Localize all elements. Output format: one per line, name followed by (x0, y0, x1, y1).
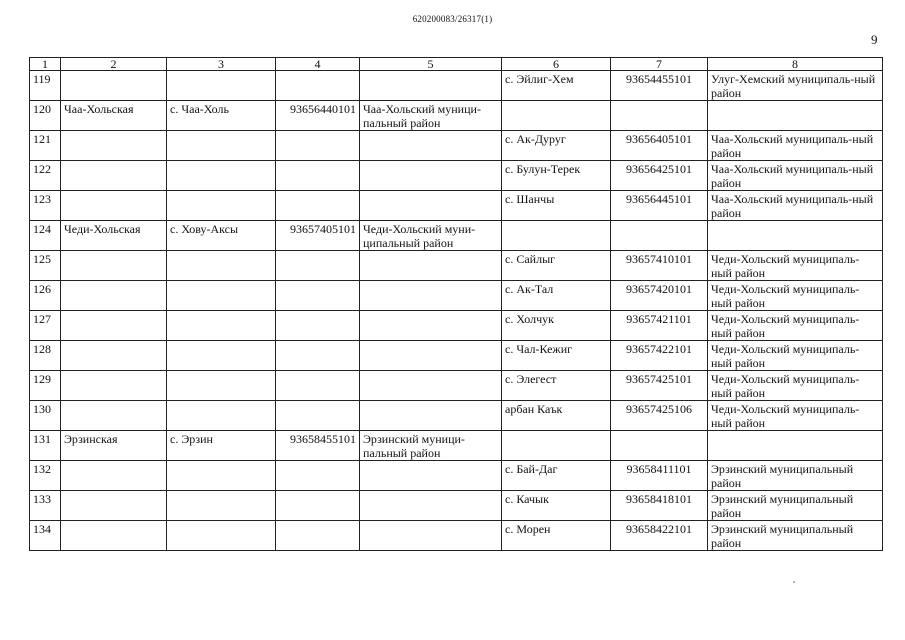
row-number-cell: 123 (30, 191, 61, 221)
table-row (30, 131, 883, 161)
locality-cell (502, 101, 611, 131)
center-oktmo-cell (276, 191, 360, 221)
settlement-type-cell (61, 251, 167, 281)
document-id: 620200083/26317(1) (412, 14, 493, 24)
district-cell (360, 491, 502, 521)
settlement-type-cell (61, 191, 167, 221)
center-oktmo-cell (276, 521, 360, 551)
admin-center-cell (167, 371, 276, 401)
center-oktmo-cell: 93658455101 (276, 431, 360, 461)
table-row (30, 71, 883, 101)
locality-cell: с. Булун-Терек (502, 161, 611, 191)
locality-district-cell: Чеди-Хольский муниципаль-ный район (708, 311, 883, 341)
locality-district-cell: Улуг-Хемский муниципаль-ный район (708, 71, 883, 101)
admin-center-cell (167, 521, 276, 551)
row-number-cell: 127 (30, 311, 61, 341)
row-number-cell: 119 (30, 71, 61, 101)
settlement-type-cell (61, 311, 167, 341)
locality-cell: с. Бай-Даг (502, 461, 611, 491)
row-number-cell: 131 (30, 431, 61, 461)
settlement-type-cell (61, 491, 167, 521)
center-oktmo-cell (276, 251, 360, 281)
admin-center-cell (167, 191, 276, 221)
settlement-type-cell (61, 281, 167, 311)
table-row (30, 431, 883, 461)
center-oktmo-cell (276, 131, 360, 161)
table-body (30, 71, 883, 551)
locality-cell: с. Морен (502, 521, 611, 551)
locality-district-cell: Эрзинский муниципальный район (708, 491, 883, 521)
center-oktmo-cell (276, 491, 360, 521)
column-header: 5 (360, 58, 502, 71)
table-row (30, 101, 883, 131)
locality-oktmo-cell: 93657410101 (611, 251, 708, 281)
locality-cell: с. Эйлиг-Хем (502, 71, 611, 101)
district-cell (360, 281, 502, 311)
locality-district-cell: Чаа-Хольский муниципаль-ный район (708, 131, 883, 161)
locality-district-cell: Эрзинский муниципальный район (708, 521, 883, 551)
locality-oktmo-cell (611, 101, 708, 131)
locality-cell: с. Ак-Дуруг (502, 131, 611, 161)
admin-center-cell (167, 401, 276, 431)
table-row (30, 371, 883, 401)
table-header-row (30, 58, 883, 71)
settlement-type-cell (61, 401, 167, 431)
district-cell (360, 131, 502, 161)
locality-district-cell: Чеди-Хольский муниципаль-ный район (708, 341, 883, 371)
table-row (30, 281, 883, 311)
row-number-cell: 124 (30, 221, 61, 251)
table-row (30, 221, 883, 251)
locality-cell: с. Холчук (502, 311, 611, 341)
locality-oktmo-cell: 93656445101 (611, 191, 708, 221)
locality-oktmo-cell: 93657421101 (611, 311, 708, 341)
center-oktmo-cell: 93657405101 (276, 221, 360, 251)
table-row (30, 161, 883, 191)
admin-center-cell (167, 71, 276, 101)
admin-center-cell (167, 161, 276, 191)
district-cell (360, 371, 502, 401)
locality-oktmo-cell: 93658411101 (611, 461, 708, 491)
locality-district-cell (708, 431, 883, 461)
row-number-cell: 120 (30, 101, 61, 131)
column-header: 4 (276, 58, 360, 71)
settlement-type-cell: Чеди-Хольская (61, 221, 167, 251)
admin-center-cell: с. Эрзин (167, 431, 276, 461)
admin-center-cell (167, 251, 276, 281)
center-oktmo-cell: 93656440101 (276, 101, 360, 131)
settlement-type-cell: Чаа-Хольская (61, 101, 167, 131)
locality-cell: с. Элегест (502, 371, 611, 401)
locality-oktmo-cell (611, 221, 708, 251)
locality-oktmo-cell: 93657422101 (611, 341, 708, 371)
district-cell (360, 251, 502, 281)
locality-oktmo-cell: 93657425101 (611, 371, 708, 401)
column-header: 1 (30, 58, 61, 71)
center-oktmo-cell (276, 71, 360, 101)
locality-oktmo-cell: 93657425106 (611, 401, 708, 431)
center-oktmo-cell (276, 161, 360, 191)
page-number: 9 (871, 32, 878, 47)
locality-cell: с. Шанчы (502, 191, 611, 221)
row-number-cell: 125 (30, 251, 61, 281)
admin-center-cell (167, 461, 276, 491)
row-number-cell: 121 (30, 131, 61, 161)
column-header: 3 (167, 58, 276, 71)
settlement-type-cell (61, 371, 167, 401)
table-row (30, 251, 883, 281)
locality-district-cell: Чеди-Хольский муниципаль-ный район (708, 401, 883, 431)
admin-center-cell: с. Хову-Аксы (167, 221, 276, 251)
column-header: 7 (611, 58, 708, 71)
locality-cell: арбан Каък (502, 401, 611, 431)
locality-district-cell (708, 221, 883, 251)
admin-center-cell (167, 491, 276, 521)
locality-district-cell (708, 101, 883, 131)
row-number-cell: 126 (30, 281, 61, 311)
district-cell (360, 461, 502, 491)
locality-district-cell: Чеди-Хольский муниципаль-ный район (708, 371, 883, 401)
center-oktmo-cell (276, 401, 360, 431)
locality-cell: с. Чал-Кежиг (502, 341, 611, 371)
admin-center-cell (167, 281, 276, 311)
admin-center-cell (167, 341, 276, 371)
district-cell (360, 311, 502, 341)
center-oktmo-cell (276, 311, 360, 341)
settlement-type-cell (61, 341, 167, 371)
column-header: 6 (502, 58, 611, 71)
row-number-cell: 133 (30, 491, 61, 521)
district-cell (360, 161, 502, 191)
locality-oktmo-cell: 93654455101 (611, 71, 708, 101)
locality-oktmo-cell: 93656405101 (611, 131, 708, 161)
table-row (30, 191, 883, 221)
district-cell (360, 341, 502, 371)
admin-center-cell (167, 131, 276, 161)
locality-oktmo-cell: 93656425101 (611, 161, 708, 191)
table-row (30, 311, 883, 341)
district-cell (360, 191, 502, 221)
settlement-type-cell (61, 161, 167, 191)
row-number-cell: 129 (30, 371, 61, 401)
locality-district-cell: Чаа-Хольский муниципаль-ный район (708, 191, 883, 221)
locality-cell (502, 431, 611, 461)
district-cell (360, 521, 502, 551)
column-header: 2 (61, 58, 167, 71)
locality-cell: с. Качык (502, 491, 611, 521)
table-row (30, 341, 883, 371)
settlement-type-cell (61, 71, 167, 101)
district-cell: Чеди-Хольский муни-ципальный район (360, 221, 502, 251)
locality-oktmo-cell (611, 431, 708, 461)
locality-oktmo-cell: 93658418101 (611, 491, 708, 521)
locality-cell (502, 221, 611, 251)
district-cell: Эрзинский муници-пальный район (360, 431, 502, 461)
row-number-cell: 130 (30, 401, 61, 431)
district-cell (360, 71, 502, 101)
scan-speck (793, 581, 795, 583)
row-number-cell: 128 (30, 341, 61, 371)
locality-district-cell: Чеди-Хольский муниципаль-ный район (708, 281, 883, 311)
column-header: 8 (708, 58, 883, 71)
settlement-type-cell: Эрзинская (61, 431, 167, 461)
table-row (30, 491, 883, 521)
table-row (30, 461, 883, 491)
admin-center-cell: с. Чаа-Холь (167, 101, 276, 131)
center-oktmo-cell (276, 461, 360, 491)
row-number-cell: 122 (30, 161, 61, 191)
center-oktmo-cell (276, 341, 360, 371)
registry-table (29, 57, 883, 551)
center-oktmo-cell (276, 371, 360, 401)
locality-oktmo-cell: 93657420101 (611, 281, 708, 311)
locality-cell: с. Сайлыг (502, 251, 611, 281)
row-number-cell: 132 (30, 461, 61, 491)
locality-district-cell: Чеди-Хольский муниципаль-ный район (708, 251, 883, 281)
admin-center-cell (167, 311, 276, 341)
settlement-type-cell (61, 521, 167, 551)
district-cell (360, 401, 502, 431)
table-row (30, 521, 883, 551)
locality-district-cell: Эрзинский муниципальный район (708, 461, 883, 491)
locality-district-cell: Чаа-Хольский муниципаль-ный район (708, 161, 883, 191)
center-oktmo-cell (276, 281, 360, 311)
settlement-type-cell (61, 461, 167, 491)
settlement-type-cell (61, 131, 167, 161)
locality-cell: с. Ак-Тал (502, 281, 611, 311)
row-number-cell: 134 (30, 521, 61, 551)
table-row (30, 401, 883, 431)
locality-oktmo-cell: 93658422101 (611, 521, 708, 551)
district-cell: Чаа-Хольский муници-пальный район (360, 101, 502, 131)
